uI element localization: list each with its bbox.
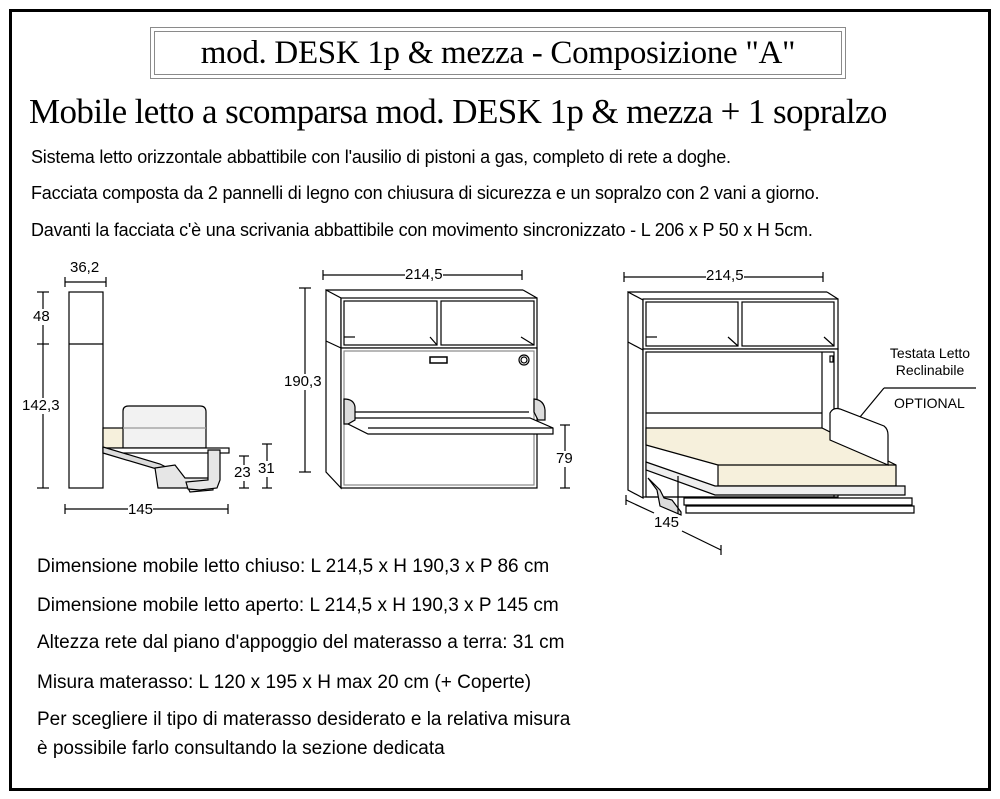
dim-side-mesh-height: 31 <box>258 460 275 477</box>
spec-mattress-note-1: Per scegliere il tipo di materasso desiderato e la relativa misura <box>37 709 571 730</box>
page-title: mod. DESK 1p & mezza - Composizione "A" <box>154 31 842 75</box>
dim-perspective-depth: 145 <box>654 514 680 531</box>
page-subtitle: Mobile letto a scomparsa mod. DESK 1p & mezza + 1 sopralzo <box>29 92 887 131</box>
dim-side-height-upper: 48 <box>33 308 50 325</box>
front-view-drawing <box>299 270 570 488</box>
spec-mattress-size: Misura materasso: L 120 x 195 x H max 20 cm (+ Coperte) <box>37 672 532 693</box>
dim-side-depth-open: 145 <box>128 501 154 518</box>
dim-side-height-lower: 142,3 <box>22 397 60 414</box>
description-line-1: Sistema letto orizzontale abbattibile con l'ausilio di pistoni a gas, completo di rete a doghe. <box>31 147 731 167</box>
dim-front-height: 190,3 <box>284 373 322 390</box>
spec-closed-dimensions: Dimensione mobile letto chiuso: L 214,5 x H 190,3 x P 86 cm <box>37 556 550 577</box>
optional-label: OPTIONAL <box>894 395 965 411</box>
spec-open-dimensions: Dimensione mobile letto aperto: L 214,5 x H 190,3 x P 145 cm <box>37 595 559 616</box>
headboard-label-line-1: Testata Letto <box>889 345 971 361</box>
headboard-label-line-2: Reclinabile <box>895 362 965 378</box>
dim-front-desk-height: 79 <box>556 450 573 467</box>
spec-mattress-note-2: è possibile farlo consultando la sezione dedicata <box>37 738 445 759</box>
dim-side-frame-height: 23 <box>234 464 251 481</box>
dim-front-width: 214,5 <box>405 266 443 283</box>
dim-perspective-width: 214,5 <box>706 267 744 284</box>
description-line-2: Facciata composta da 2 pannelli di legno con chiusura di sicurezza e un sopralzo con 2 vani a giorno. <box>31 183 820 203</box>
description-line-3: Davanti la facciata c'è una scrivania abbattibile con movimento sincronizzato - L 206 x P 50 x H 5cm. <box>31 220 813 240</box>
spec-mesh-height: Altezza rete dal piano d'appoggio del materasso a terra: 31 cm <box>37 632 565 653</box>
perspective-open-drawing <box>624 272 976 555</box>
dim-side-depth-top: 36,2 <box>70 259 100 276</box>
